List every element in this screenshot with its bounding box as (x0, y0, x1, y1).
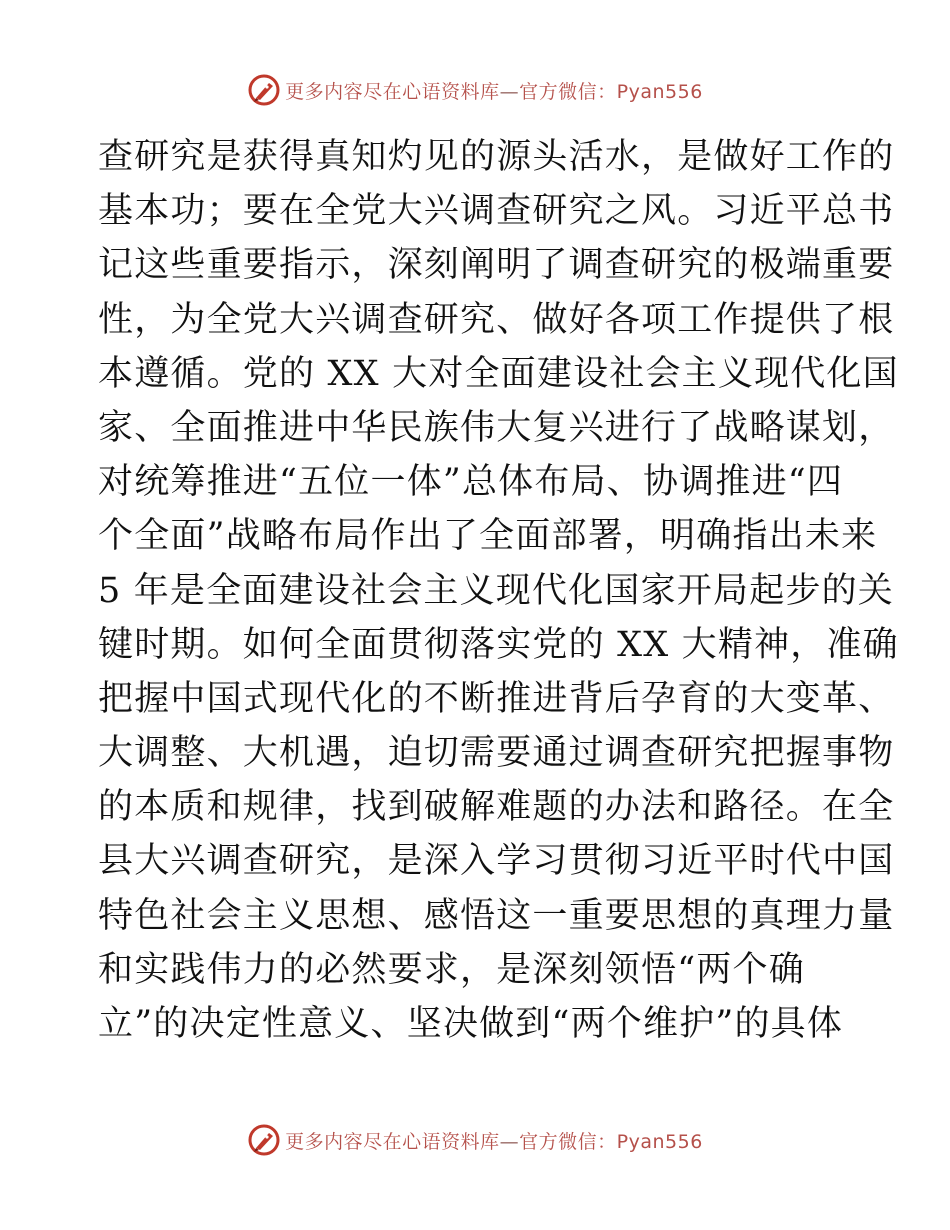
body-line: 的本质和规律，找到破解难题的办法和路径。在全 (98, 787, 895, 828)
body-line: 把握中国式现代化的不断推进背后孕育的大变革、 (98, 678, 895, 719)
body-line: 县大兴调查研究，是深入学习贯彻习近平时代中国 (98, 841, 895, 882)
banner-text (285, 1127, 703, 1154)
body-line: 查研究是获得真知灼见的源头活水，是做好工作的 (98, 137, 895, 177)
banner-text (285, 77, 703, 104)
body-line: 性，为全党大兴调查研究、做好各项工作提供了根 (98, 299, 895, 340)
banner-separator: — (499, 1130, 520, 1153)
banner-contact-text: 官方微信：Pyan556 (519, 80, 703, 103)
body-line: 和实践伟力的必然要求，是深刻领悟“两个确 (98, 949, 805, 990)
footer-banner (0, 1120, 950, 1160)
body-line: 记这些重要指示，深刻阐明了调查研究的极端重要 (98, 245, 895, 286)
body-line: 对统筹推进“五位一体”总体布局、协调推进“四 (98, 462, 844, 503)
banner-contact-text: 官方微信：Pyan556 (519, 1130, 703, 1153)
banner-separator: — (499, 80, 520, 103)
body-line: 立”的决定性意义、坚决做到“两个维护”的具体 (98, 1004, 844, 1044)
pen-nib-logo-icon (247, 1123, 281, 1157)
body-line: 基本功；要在全党大兴调查研究之风。习近平总书 (98, 191, 895, 232)
body-line: 本遵循。党的 XX 大对全面建设社会主义现代化国 (98, 353, 899, 394)
document-body (98, 130, 899, 1051)
banner-main-text: 更多内容尽在心语资料库 (285, 80, 500, 103)
body-line: 特色社会主义思想、感悟这一重要思想的真理力量 (98, 895, 895, 936)
header-banner (0, 70, 950, 110)
banner-main-text: 更多内容尽在心语资料库 (285, 1130, 500, 1153)
body-line: 个全面”战略布局作出了全面部署，明确指出未来 (98, 516, 878, 557)
body-line: 5 年是全面建设社会主义现代化国家开局起步的关 (98, 570, 894, 611)
body-line: 键时期。如何全面贯彻落实党的 XX 大精神，准确 (98, 624, 899, 665)
pen-nib-logo-icon (247, 73, 281, 107)
body-line: 大调整、大机遇，迫切需要通过调查研究把握事物 (98, 733, 895, 774)
body-line: 家、全面推进中华民族伟大复兴进行了战略谋划， (98, 407, 895, 448)
